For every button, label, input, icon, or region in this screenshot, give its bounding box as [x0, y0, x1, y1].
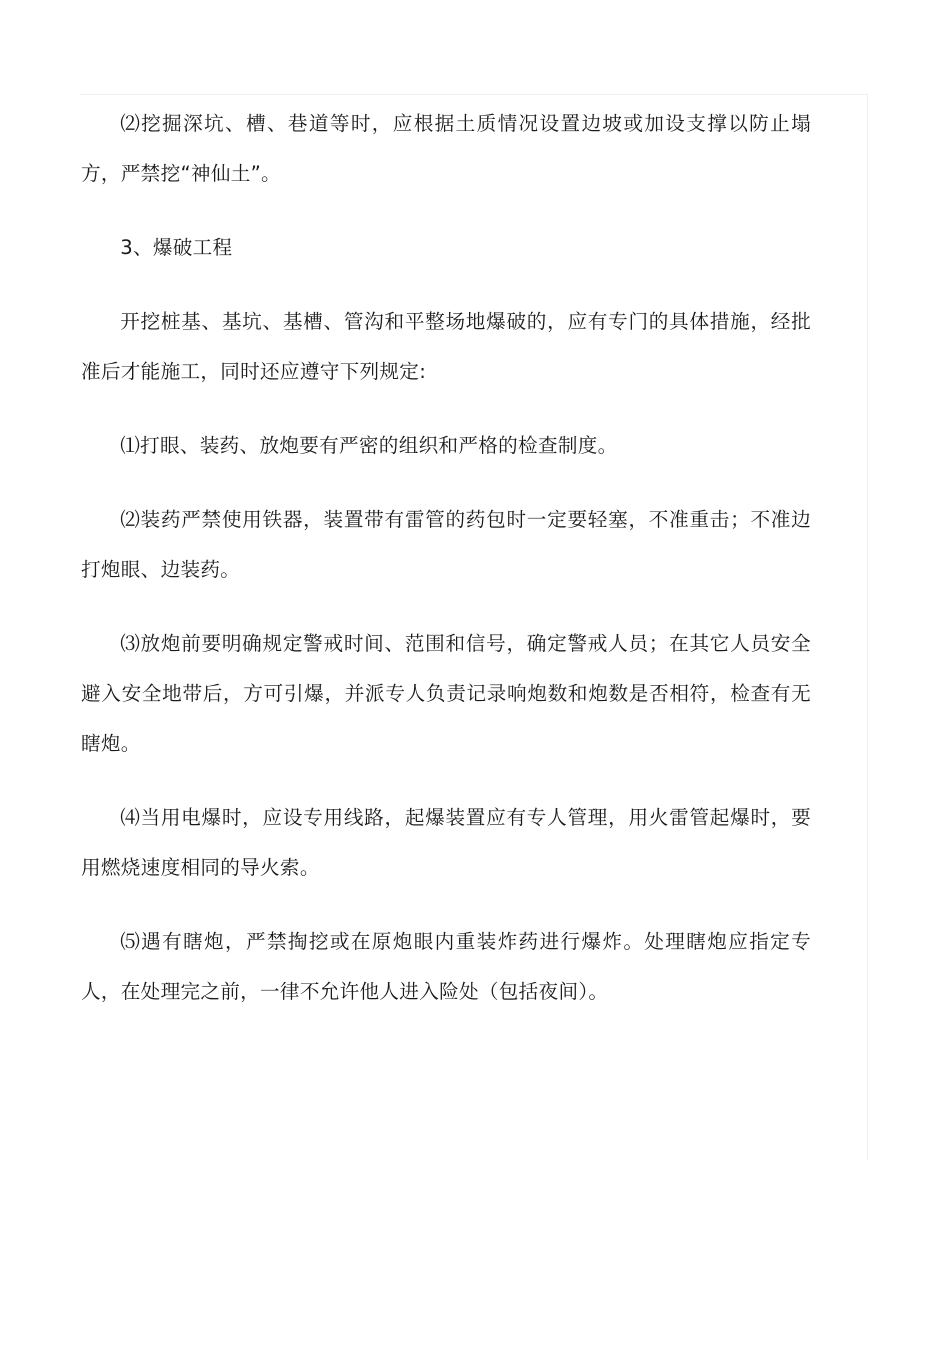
paragraph-rule-1: ⑴打眼、装药、放炮要有严密的组织和严格的检查制度。 [120, 434, 618, 457]
paragraph-rule-4: ⑷当用电爆时，应设专用线路，起爆装置应有专人管理，用火雷管起爆时，要用燃烧速度相同的导火索。 [81, 806, 811, 879]
document-body [81, 99, 811, 1041]
paragraph-excavation-slope: ⑵挖掘深坑、槽、巷道等时，应根据土质情况设置边坡或加设支撑以防止塌方，严禁挖“神仙土”。 [81, 112, 811, 185]
paragraph-rule-2: ⑵装药严禁使用铁器，装置带有雷管的药包时一定要轻塞，不准重击；不准边打炮眼、边装药。 [81, 508, 811, 581]
paragraph-blasting-intro: 开挖桩基、基坑、基槽、管沟和平整场地爆破的，应有专门的具体措施，经批准后才能施工，同时还应遵守下列规定: [81, 310, 811, 383]
paragraph-rule-5: ⑸遇有瞎炮，严禁掏挖或在原炮眼内重装炸药进行爆炸。处理瞎炮应指定专人，在处理完之前，一律不允许他人进入险处（包括夜间）。 [81, 930, 811, 1003]
section-heading-blasting: 3、爆破工程 [120, 236, 233, 259]
paragraph-rule-3: ⑶放炮前要明确规定警戒时间、范围和信号，确定警戒人员；在其它人员安全避入安全地带后，方可引爆，并派专人负责记录响炮数和炮数是否相符，检查有无瞎炮。 [81, 632, 811, 755]
